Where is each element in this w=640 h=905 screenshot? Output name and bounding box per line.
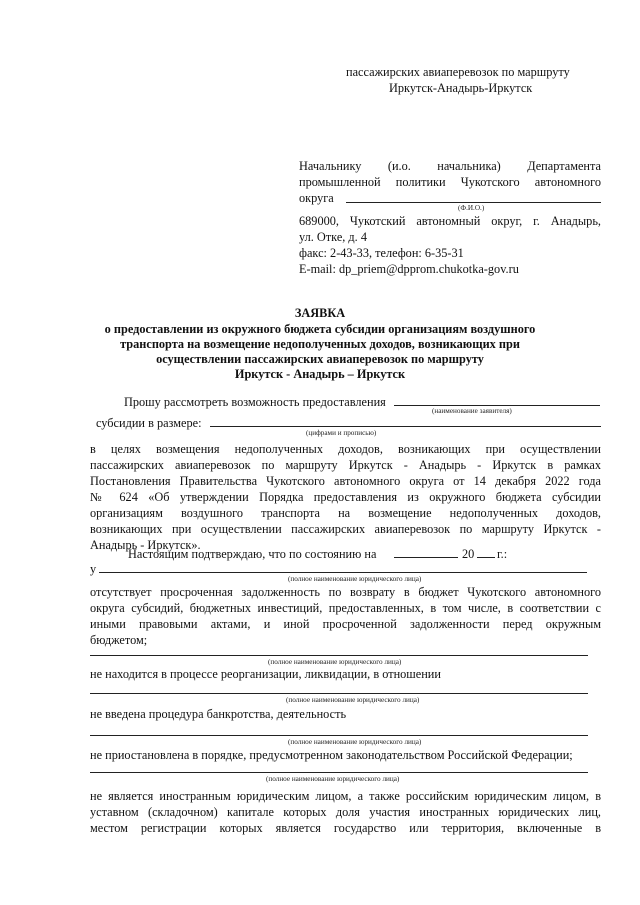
subsidy-label: субсидии в размере: — [96, 416, 202, 430]
addressee-line-1: Начальнику (и.о. начальника) Департамента — [299, 159, 601, 173]
purpose-line: пассажирских авиаперевозок по маршруту Иркутск - Анадырь - Иркутск в рамках — [90, 458, 601, 472]
u-label: у — [90, 562, 97, 576]
debt-line: округа субсидий, бюджетных инвестиций, предоставленных, в том числе, в соответствии с — [90, 601, 601, 615]
amount-line[interactable] — [210, 426, 601, 427]
legal-caption-3: (полное наименование юридического лица) — [286, 696, 420, 704]
legal-name-line-2[interactable] — [90, 655, 588, 656]
addressee-phone: факс: 2-43-33, телефон: 6-35-31 — [299, 246, 464, 260]
addressee-email: E-mail: dp_priem@dpprom.chukotka-gov.ru — [299, 262, 519, 276]
title-line-4: Иркутск - Анадырь – Иркутск — [234, 367, 406, 381]
fio-caption: (Ф.И.О.) — [458, 204, 485, 212]
title-word: ЗАЯВКА — [294, 306, 346, 320]
confirm-year-line[interactable] — [477, 557, 495, 558]
foreign-line: уставном (складочном) капитале которых доля участия иностранных юридических лиц, — [90, 805, 601, 819]
request-text: Прошу рассмотреть возможность предоставления — [124, 395, 386, 409]
purpose-line: в целях возмещения недополученных доходов, возникающих при осуществлении — [90, 442, 601, 456]
amount-caption: (цифрами и прописью) — [306, 429, 377, 437]
legal-caption-5: (полное наименование юридического лица) — [266, 775, 400, 783]
confirm-year-label: 20 — [462, 547, 475, 561]
title-line-1: о предоставлении из окружного бюджета субсидии организациям воздушного — [104, 322, 536, 336]
addressee-address-1: 689000, Чукотский автономный округ, г. Анадырь, — [299, 214, 601, 228]
reorg-text: не находится в процессе реорганизации, ликвидации, в отношении — [90, 667, 441, 681]
addressee-okruga: округа — [299, 191, 334, 205]
purpose-line: № 624 «Об утверждении Порядка предоставления из окружного бюджета субсидии — [90, 490, 601, 504]
purpose-line: Постановления Правительства Чукотского автономного округа от 14 декабря 2022 года — [90, 474, 601, 488]
purpose-line: возникающих при осуществлении пассажирских авиаперевозок по маршруту Иркутск - — [90, 522, 601, 536]
foreign-line: не является иностранным юридическим лицом, а также российским юридическим лицом, в — [90, 789, 601, 803]
applicant-caption: (наименование заявителя) — [432, 407, 512, 415]
legal-caption-1: (полное наименование юридического лица) — [288, 575, 422, 583]
header-line-2: Иркутск-Анадырь-Иркутск — [389, 81, 533, 95]
legal-name-line-5[interactable] — [90, 772, 588, 773]
title-line-3: осуществлении пассажирских авиаперевозок по маршруту — [156, 352, 484, 366]
debt-line: иными правовыми актами, и иной просроченной задолженности перед окружным — [90, 617, 601, 631]
title-line-2: транспорта на возмещение недополученных доходов, возникающих при — [120, 337, 520, 351]
debt-line: отсутствует просроченная задолженность по возврату в бюджет Чукотского автономного — [90, 585, 601, 599]
addressee-line-2: промышленной политики Чукотского автономного — [299, 175, 601, 189]
confirm-date-line[interactable] — [394, 557, 458, 558]
confirm-text: Настоящим подтверждаю, что по состоянию на — [128, 547, 377, 561]
applicant-name-line[interactable] — [394, 405, 600, 406]
foreign-line: местом регистрации которых является государство или территория, включенные в — [90, 821, 601, 835]
legal-name-line-1[interactable] — [99, 572, 587, 573]
suspend-text: не приостановлена в порядке, предусмотренном законодательством Российской Федерации; — [90, 748, 573, 762]
header-line-1: пассажирских авиаперевозок по маршруту — [346, 65, 570, 79]
legal-name-line-3[interactable] — [90, 693, 588, 694]
bankrupt-text: не введена процедура банкротства, деятельность — [90, 707, 347, 721]
fio-line[interactable] — [346, 202, 601, 203]
legal-caption-4: (полное наименование юридического лица) — [288, 738, 422, 746]
purpose-line: организациям воздушного транспорта на возмещение недополученных доходов, — [90, 506, 601, 520]
debt-line-last: бюджетом; — [90, 633, 148, 647]
purpose-line-last: Анадырь - Иркутск». — [90, 538, 201, 552]
legal-name-line-4[interactable] — [90, 735, 588, 736]
confirm-suffix: г.: — [497, 547, 508, 561]
addressee-address-2: ул. Отке, д. 4 — [299, 230, 367, 244]
legal-caption-2: (полное наименование юридического лица) — [268, 658, 402, 666]
